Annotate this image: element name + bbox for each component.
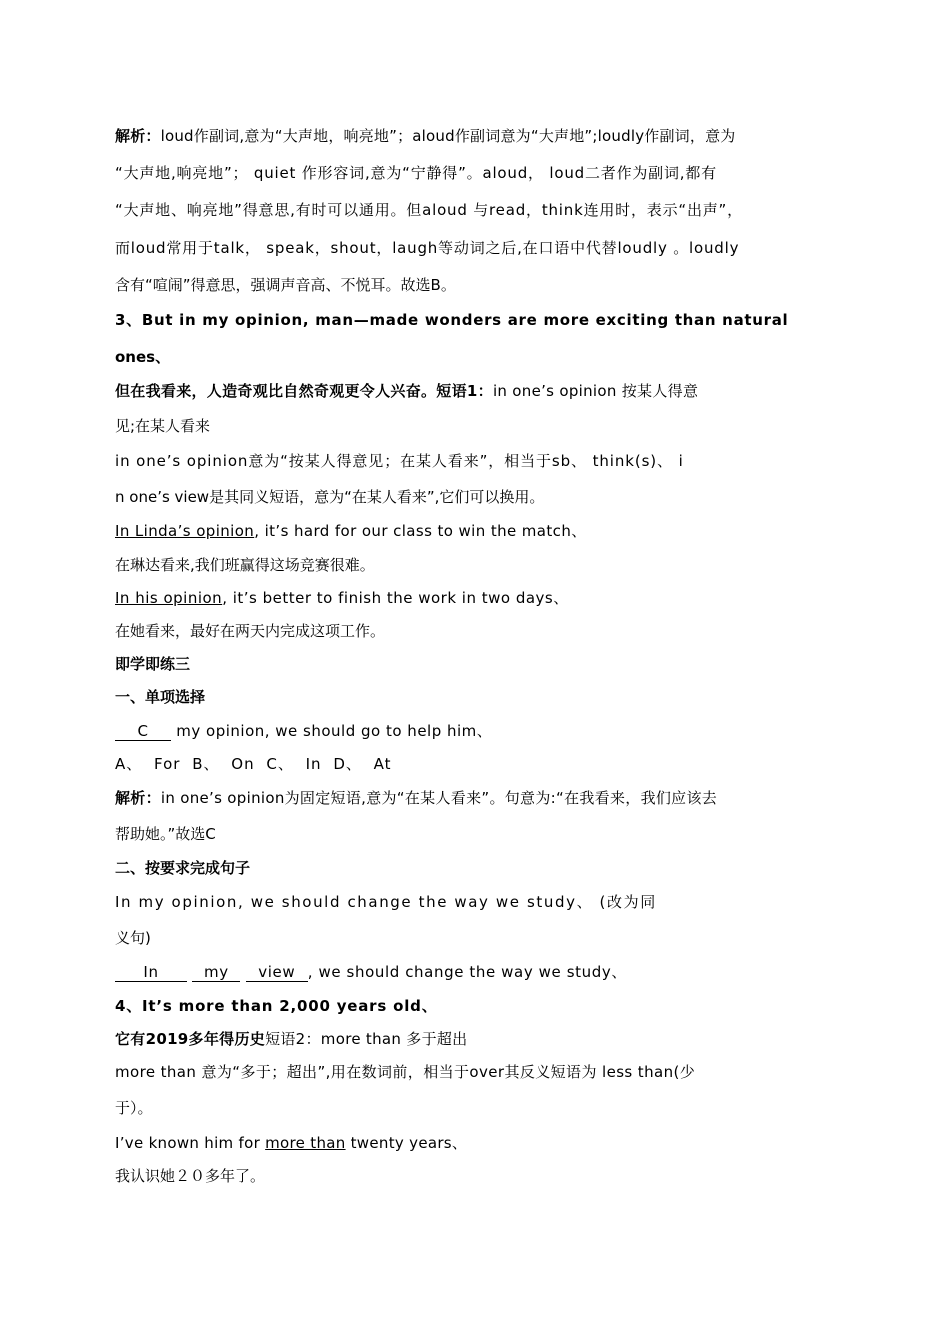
answer-blank-3: view — [246, 963, 308, 982]
example-1-translation: 在琳达看来,我们班赢得这场竞赛很难。 — [115, 556, 375, 574]
example-1: In Linda’s opinion, it’s hard for our class to win the match、 — [115, 522, 587, 540]
explanation-line-5: 含有“喧闹”得意思，强调声音高、不悦耳。故选B。 — [115, 276, 456, 294]
answer-blank: C — [115, 722, 171, 741]
section-2-heading: 二、按要求完成句子 — [115, 859, 251, 877]
example-3-translation: 我认识她２０多年了。 — [115, 1167, 266, 1185]
sentence-4-translation: 它有2019多年得历史短语2：more than 多于超出 — [115, 1030, 468, 1048]
explanation-line-1: 解析：loud作副词,意为“大声地，响亮地”；aloud作副词意为“大声地”;loudly作副词，意为 — [115, 127, 736, 145]
answer-explanation: 解析：in one’s opinion为固定短语,意为“在某人看来”。句意为:“在我看来，我们应该去 — [115, 789, 718, 807]
explanation-line-4: 而loud常用于talk， speak，shout，laugh等动词之后,在口语中代替loudly 。loudly — [115, 239, 740, 257]
answer-explanation-cont: 帮助她。”故选C — [115, 825, 216, 843]
answer-blank-2: my — [192, 963, 240, 982]
practice-heading: 即学即练三 — [115, 655, 191, 673]
example-2-translation: 在她看来，最好在两天内完成这项工作。 — [115, 622, 386, 640]
question-1: C my opinion, we should go to help him、 — [115, 721, 837, 741]
phrase-1-meaning-cont: 见;在某人看来 — [115, 417, 211, 435]
section-1-heading: 一、单项选择 — [115, 688, 206, 706]
sentence-3-translation: 但在我看来，人造奇观比自然奇观更令人兴奋。短语1：in one’s opinion 按某人得意 — [115, 382, 699, 400]
explanation-label: 解析： — [115, 127, 161, 145]
phrase-2-note-cont: 于）。 — [115, 1099, 153, 1117]
sentence-3-heading-cont: ones、 — [115, 348, 171, 366]
explanation-line-3: “大声地、响亮地”得意思,有时可以通用。但aloud 与read，think连用时，表示“出声”， — [115, 201, 743, 219]
sentence-4-heading: 4、It’s more than 2,000 years old、 — [115, 997, 438, 1015]
sentence-3-heading: 3、But in my opinion, man—made wonders are more exciting than natural — [115, 311, 789, 329]
example-2: In his opinion, it’s better to finish the work in two days、 — [115, 589, 569, 607]
rewrite-task: In my opinion, we should change the way we study、 (改为同 — [115, 893, 657, 911]
example-3: I’ve known him for more than twenty years、 — [115, 1134, 468, 1152]
phrase-1-note-line-1: in one’s opinion意为“按某人得意见；在某人看来”，相当于sb、 think(s)、 i — [115, 452, 684, 470]
explanation-line-2: “大声地,响亮地”； quiet 作形容词,意为“宁静得”。aloud， loud二者作为副词,都有 — [115, 164, 717, 182]
phrase-2-note: more than 意为“多于；超出”,用在数词前，相当于over其反义短语为 less than(少 — [115, 1063, 696, 1081]
phrase-1-note-line-2: n one’s view是其同义短语，意为“在某人看来”,它们可以换用。 — [115, 488, 545, 506]
rewrite-answer: In my view , we should change the way we study、 — [115, 962, 837, 982]
rewrite-task-cont: 义句) — [115, 929, 151, 947]
answer-blank-1: In — [115, 963, 187, 982]
question-1-options: A、 For B、 On C、 In D、 At — [115, 755, 392, 773]
